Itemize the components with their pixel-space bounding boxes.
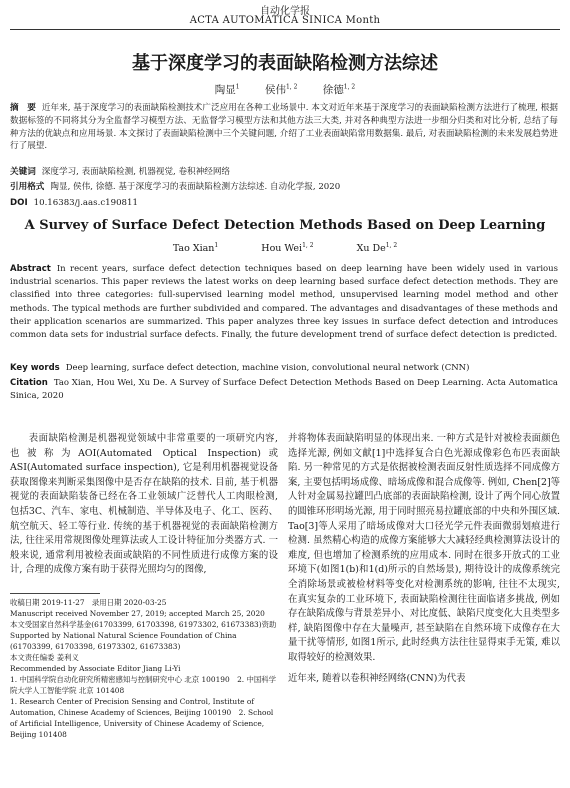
- author-name-en: Xu De$^{1, 2}$: [356, 242, 398, 255]
- abstract-cn-label: 摘 要: [10, 103, 36, 113]
- paper-title-en: A Survey of Surface Defect Detection Methods Based on Deep Learning: [24, 218, 546, 233]
- citation-en: [10, 377, 558, 403]
- citation-en-text: Tao Xian, Hou Wei, Xu De. A Survey of Surface Defect Detection Methods Based on Deep Learning. Acta Automatica Sinica, 2020: [10, 378, 558, 401]
- author-name: 侯伟: [264, 84, 286, 96]
- doi-link[interactable]: 10.16383/j.aas.c190811: [33, 198, 138, 208]
- keywords-en-text: Deep learning, surface defect detection, machine vision, convolutional neural network (CNN): [65, 363, 470, 373]
- paper-title-cn: 基于深度学习的表面缺陷检测方法综述: [132, 53, 438, 74]
- abstract-cn-text: 近年来, 基于深度学习的表面缺陷检测技术广泛应用在各种工业场景中. 本文对近年来基于深度学习的表面缺陷检测方法进行了梳理, 根据数据标签的不同将其分为全监督学习模型方法、无监督学习模型方法和其他方法三大类, 并对各种典型方法进一步细分归类和对比分析, 总结了每种方法的优缺点和应用场景. 本文探讨了表面缺陷检测中三个关键问题, 介绍了工业表面缺陷常用数据集. 最后, 对表面缺陷检测的未来发展趋势进行了展望.: [10, 103, 558, 152]
- footnote-editor-en: Recommended by Associate Editor Jiang Li-Yi: [10, 664, 181, 673]
- author-name-en: Hou Wei$^{1, 2}$: [261, 242, 314, 255]
- keywords-en-label: Key words: [10, 363, 60, 373]
- footnote-dates-cn: 收稿日期 2019-11-27 录用日期 2020-03-25: [10, 598, 167, 607]
- author-affiliation-mark: 1, 2: [285, 83, 298, 91]
- journal-name-en: ACTA AUTOMATICA SINICA Month: [189, 15, 381, 26]
- footnote-affiliation-en: 1. Research Center of Precision Sensing and Control, Institute of Automation, Chinese Academy of Sciences, Beijing 100190 2. School of Artificial Intelligence, University of Chinese Academy of Science, Beijing 101408: [10, 697, 274, 739]
- author-list-en: [0, 242, 570, 254]
- author-name-en: Tao Xian$^1$: [172, 242, 219, 255]
- author-affiliation-mark: 1, 2: [343, 83, 356, 91]
- footnote-dates-en: Manuscript received November 27, 2019; accepted March 25, 2020: [10, 609, 265, 618]
- citation-cn-text: 陶显, 侯伟, 徐德. 基于深度学习的表面缺陷检测方法综述. 自动化学报, 2020: [50, 182, 341, 192]
- body-column-right: [288, 432, 560, 686]
- footnote-editor-cn: 本文责任编委 姜利义: [10, 653, 79, 662]
- footnotes: [10, 597, 278, 740]
- author-list-cn: [0, 82, 570, 97]
- footnote-rule: [10, 593, 100, 594]
- abstract-cn: [10, 102, 558, 153]
- footnote-funding-en: Supported by National Natural Science Foundation of China (61703399, 61703398, 61973302, 61673383): [10, 631, 237, 651]
- author-name: 徐德: [322, 84, 344, 96]
- keywords-cn-label: 关键词: [10, 167, 36, 177]
- body-paragraph: 近年来, 随着以卷积神经网络(CNN)为代表: [288, 672, 466, 684]
- citation-cn-label: 引用格式: [10, 182, 45, 192]
- footnote-funding-cn: 本文受国家自然科学基金(61703399, 61703398, 61973302, 61673383)资助: [10, 620, 277, 629]
- body-paragraph: 并将物体表面缺陷明显的体现出来. 一种方式是针对被检表面颜色选择光源, 例如文献[1]中选择复合白色光源成像彩色布匹表面缺陷. 另一种常见的方式是依据被检测表面反射性质选择不同成像方案, 主要包括明场成像、暗场成像和混合成像等. 例如, Chen[2]等人针对金属易拉罐凹凸底部的表面缺陷检测, 设计了两个同心放置的圆锥环形明场光源, 用于同时照亮易拉罐底部的中央和外围区域. Tao[3]等人采用了暗场成像对大口径光学元件表面微弱划痕进行检测. 虽然精心构造的成像方案能够大大减轻经典检测算法设计的难度, 但也增加了检测系统的应用成本. 同时在很多开放式的工业环境下(如图1(b)和1(d)所示的自然场景), 期待设计的成像系统完全消除场景或被检材料等变化对检测系统的影响, 往往不太现实, 在真实复杂的工业环境下, 表面缺陷检测往往面临诸多挑战, 例如存在缺陷成像与背景差异小、对比度低、缺陷尺度变化大且类型多样, 缺陷图像中存在大量噪声, 甚至缺陷在自然环境下成像存在大量干扰等情形, 如图1所示, 此时经典方法往往显得束手无策, 难以取得较好的检测效果.: [288, 433, 560, 663]
- citation-en-label: Citation: [10, 378, 48, 388]
- body-paragraph: 表面缺陷检测是机器视觉领域中非常重要的一项研究内容, 也被称为AOI(Automated Optical Inspection)或ASI(Automated surface inspection), 它是利用机器视觉设备获取图像来判断采集图像中是否存在缺陷的技术. 目前, 基于机器视觉的表面缺陷装备已经在各工业领域广泛替代人工肉眼检测, 包括3C、汽车、家电、机械制造、半导体及电子、化工、医药、航空航天、轻工等行业. 传统的基于机器视觉的表面缺陷检测方法, 往往采用常规图像处理算法或人工设计特征加分类器方式. 一般来说, 通常利用被检表面或缺陷的不同性质进行成像方案的设计, 合理的成像方案有助于获得光照均匀的图像,: [10, 433, 278, 576]
- header-rule: [10, 29, 560, 30]
- abstract-en-text: In recent years, surface defect detection techniques based on deep learning have been widely used in various industrial scenarios. This paper reviews the latest works on deep learning based surface defect detection methods. They are classified into three categories: full-supervised learning model method, unsupervised learning model method and other methods. The typical methods are further subdivided and compared. The advantages and disadvantages of these methods and their application scenarios are summarized. This paper analyzes three key issues in surface defect detection and introduces common data sets for industrial surface defects. Finally, the future development trend of surface defect detection is predicted.: [10, 264, 558, 341]
- body-column-left: [10, 432, 278, 578]
- footnote-affiliation-cn: 1. 中国科学院自动化研究所精密感知与控制研究中心 北京 100190 2. 中国科学院大学人工智能学院 北京 101408: [10, 675, 277, 695]
- author-name: 陶显: [214, 84, 236, 96]
- author-affiliation-mark: 1: [235, 83, 240, 91]
- doi: [10, 197, 558, 210]
- abstract-en: [10, 263, 558, 342]
- keywords-cn: [10, 166, 558, 179]
- keywords-en: [10, 362, 558, 375]
- citation-cn: [10, 181, 558, 194]
- abstract-en-label: Abstract: [10, 264, 51, 274]
- keywords-cn-text: 深度学习, 表面缺陷检测, 机器视觉, 卷积神经网络: [41, 167, 231, 177]
- journal-name-cn: 自动化学报: [260, 6, 310, 17]
- doi-label: DOI: [10, 198, 28, 208]
